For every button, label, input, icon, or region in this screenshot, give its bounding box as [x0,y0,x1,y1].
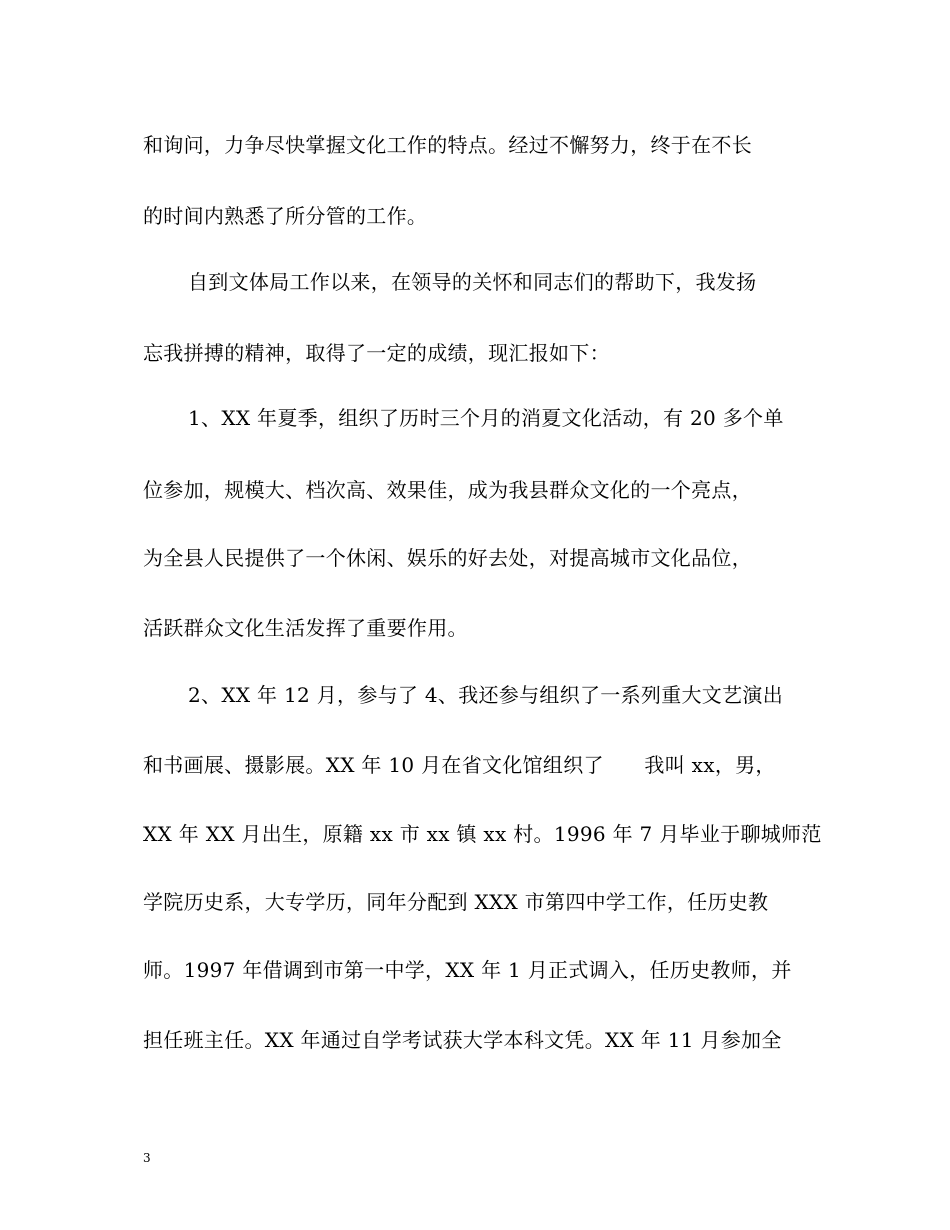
text-line: 学院历史系，大专学历，同年分配到 XXX 市第四中学工作，任历史教 [143,890,769,914]
text-line: 活跃群众文化生活发挥了重要作用。 [143,616,468,640]
text-line: 自到文体局工作以来，在领导的关怀和同志们的帮助下，我发扬 [188,270,757,294]
text-line: 和询问，力争尽快掌握文化工作的特点。经过不懈努力，终于在不长 [143,133,752,157]
text-line: 2、XX 年 12 月，参与了 4、我还参与组织了一系列重大文艺演出 [188,683,784,707]
text-line: 担任班主任。XX 年通过自学考试获大学本科文凭。XX 年 11 月参加全 [143,1028,782,1052]
text-line: 和书画展、摄影展。XX 年 10 月在省文化馆组织了 我叫 xx，男， [143,753,776,777]
text-line: 1、XX 年夏季，组织了历时三个月的消夏文化活动，有 20 多个单 [188,406,784,430]
text-line: 的时间内熟悉了所分管的工作。 [143,204,428,228]
text-line: XX 年 XX 月出生，原籍 xx 市 xx 镇 xx 村。1996 年 7 月毕业于聊城师范 [143,822,822,846]
text-line: 位参加，规模大、档次高、效果佳，成为我县群众文化的一个亮点， [143,478,752,502]
page-number: 3 [143,1151,151,1165]
text-line: 师。1997 年借调到市第一中学，XX 年 1 月正式调入，任历史教师，并 [143,958,792,982]
text-line: 为全县人民提供了一个休闲、娱乐的好去处，对提高城市文化品位， [143,546,752,570]
text-line: 忘我拼搏的精神，取得了一定的成绩，现汇报如下： [143,341,610,365]
